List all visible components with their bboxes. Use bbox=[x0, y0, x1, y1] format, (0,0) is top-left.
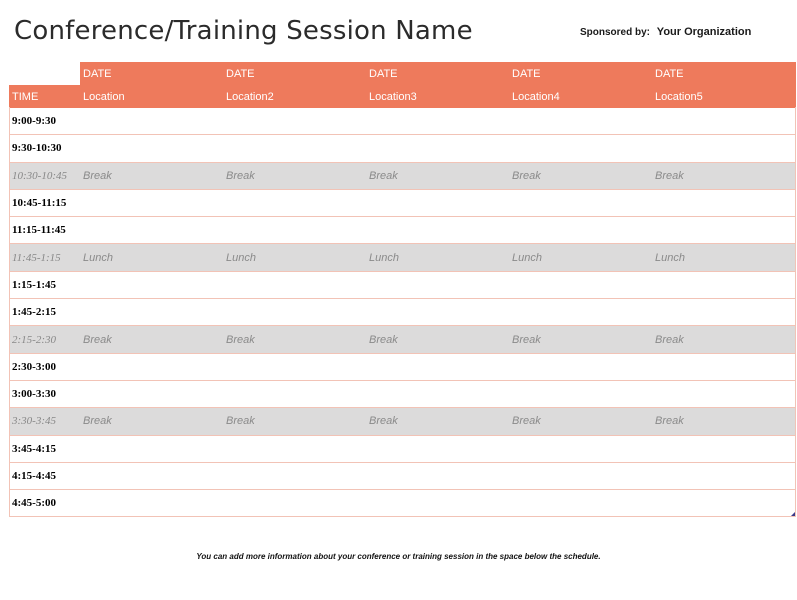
time-slot-cell[interactable]: 4:15-4:45 bbox=[12, 470, 56, 482]
session-cell[interactable] bbox=[652, 108, 796, 134]
session-cell[interactable] bbox=[509, 463, 652, 489]
session-cell[interactable] bbox=[366, 272, 509, 298]
session-cell[interactable] bbox=[223, 463, 366, 489]
session-cell[interactable]: Break bbox=[226, 169, 255, 182]
session-cell[interactable] bbox=[366, 436, 509, 462]
session-cell[interactable] bbox=[223, 436, 366, 462]
table-row bbox=[9, 108, 796, 135]
table-row bbox=[9, 190, 796, 217]
session-cell[interactable] bbox=[366, 135, 509, 161]
break-row bbox=[9, 326, 796, 353]
time-slot-cell[interactable]: 3:30-3:45 bbox=[12, 415, 56, 428]
session-cell[interactable] bbox=[652, 135, 796, 161]
time-slot-cell[interactable]: 3:45-4:15 bbox=[12, 442, 56, 455]
session-cell[interactable] bbox=[223, 354, 366, 380]
session-cell[interactable]: Break bbox=[226, 333, 255, 346]
session-cell[interactable]: Lunch bbox=[512, 251, 542, 264]
session-cell[interactable] bbox=[509, 381, 652, 407]
date-header-5[interactable]: DATE bbox=[652, 62, 796, 85]
location-header-2[interactable]: Location2 bbox=[223, 85, 366, 108]
page-title: Conference/Training Session Name bbox=[14, 16, 473, 46]
session-cell[interactable]: Lunch bbox=[655, 251, 685, 264]
time-header[interactable]: TIME bbox=[9, 85, 80, 108]
location-header-4[interactable]: Location4 bbox=[509, 85, 652, 108]
session-cell[interactable]: Break bbox=[512, 415, 541, 428]
session-cell[interactable] bbox=[366, 354, 509, 380]
session-cell[interactable] bbox=[223, 272, 366, 298]
table-row bbox=[9, 490, 796, 517]
date-header-2[interactable]: DATE bbox=[223, 62, 366, 85]
session-cell[interactable] bbox=[223, 190, 366, 216]
time-slot-cell[interactable]: 10:45-11:15 bbox=[12, 197, 67, 210]
session-cell[interactable] bbox=[80, 354, 223, 380]
session-cell[interactable] bbox=[652, 490, 796, 516]
session-cell[interactable] bbox=[80, 381, 223, 407]
time-slot-cell[interactable]: 10:30-10:45 bbox=[12, 169, 67, 182]
session-cell[interactable] bbox=[652, 381, 796, 407]
session-cell[interactable] bbox=[509, 217, 652, 243]
location-header-1[interactable]: Location bbox=[80, 85, 223, 108]
table-row bbox=[9, 299, 796, 326]
session-cell[interactable] bbox=[80, 436, 223, 462]
session-cell[interactable] bbox=[80, 490, 223, 516]
table-row bbox=[9, 436, 796, 463]
session-cell[interactable] bbox=[366, 299, 509, 325]
session-cell[interactable] bbox=[366, 190, 509, 216]
session-cell[interactable] bbox=[652, 190, 796, 216]
table-row bbox=[9, 135, 796, 162]
table-row bbox=[9, 354, 796, 381]
location-header-row bbox=[9, 85, 796, 108]
session-cell[interactable]: Break bbox=[655, 333, 684, 346]
break-row bbox=[9, 408, 796, 435]
session-cell[interactable] bbox=[652, 217, 796, 243]
session-cell[interactable] bbox=[223, 217, 366, 243]
resize-handle-icon[interactable] bbox=[791, 512, 795, 516]
footnote: You can add more information about your conference or training session in the space below the schedule. bbox=[196, 552, 601, 561]
session-cell[interactable]: Break bbox=[369, 169, 398, 182]
session-cell[interactable] bbox=[652, 463, 796, 489]
session-cell[interactable] bbox=[509, 108, 652, 134]
table-row bbox=[9, 381, 796, 408]
session-cell[interactable]: Break bbox=[512, 169, 541, 182]
date-header-3[interactable]: DATE bbox=[366, 62, 509, 85]
session-cell[interactable]: Lunch bbox=[369, 251, 399, 264]
session-cell[interactable] bbox=[366, 217, 509, 243]
break-row bbox=[9, 244, 796, 271]
session-cell[interactable] bbox=[80, 272, 223, 298]
session-cell[interactable] bbox=[652, 436, 796, 462]
session-cell[interactable]: Break bbox=[226, 415, 255, 428]
session-cell[interactable] bbox=[366, 463, 509, 489]
session-cell[interactable] bbox=[366, 381, 509, 407]
sponsor-line bbox=[580, 26, 751, 38]
session-cell[interactable]: Break bbox=[83, 169, 112, 182]
session-cell[interactable] bbox=[223, 108, 366, 134]
time-slot-cell[interactable]: 2:30-3:00 bbox=[12, 360, 56, 373]
time-slot-cell[interactable]: 1:15-1:45 bbox=[12, 278, 56, 291]
session-cell[interactable] bbox=[509, 272, 652, 298]
time-slot-cell[interactable]: 4:45-5:00 bbox=[12, 497, 56, 510]
date-header-1[interactable]: DATE bbox=[80, 62, 223, 85]
time-slot-cell[interactable]: 2:15-2:30 bbox=[12, 333, 56, 346]
time-slot-cell[interactable]: 9:00-9:30 bbox=[12, 115, 56, 128]
date-header-blank bbox=[9, 62, 80, 85]
session-cell[interactable] bbox=[80, 135, 223, 161]
session-cell[interactable] bbox=[509, 436, 652, 462]
sponsor-organization: Your Organization bbox=[656, 26, 752, 38]
session-cell[interactable]: Break bbox=[83, 415, 112, 428]
session-cell[interactable] bbox=[509, 299, 652, 325]
location-header-3[interactable]: Location3 bbox=[366, 85, 509, 108]
session-cell[interactable] bbox=[509, 490, 652, 516]
table-row bbox=[9, 217, 796, 244]
time-slot-cell[interactable]: 1:45-2:15 bbox=[12, 306, 56, 319]
session-cell[interactable] bbox=[80, 190, 223, 216]
location-header-5[interactable]: Location5 bbox=[652, 85, 796, 108]
session-cell[interactable] bbox=[223, 299, 366, 325]
session-cell[interactable] bbox=[223, 490, 366, 516]
date-header-row bbox=[9, 62, 796, 85]
session-cell[interactable] bbox=[223, 381, 366, 407]
table-row bbox=[9, 463, 796, 490]
schedule-body bbox=[9, 108, 796, 517]
sponsor-label: Sponsored by: bbox=[580, 27, 651, 38]
session-cell[interactable] bbox=[366, 108, 509, 134]
session-cell[interactable] bbox=[509, 354, 652, 380]
session-cell[interactable] bbox=[223, 135, 366, 161]
time-slot-cell[interactable]: 3:00-3:30 bbox=[12, 388, 56, 401]
session-cell[interactable] bbox=[509, 135, 652, 161]
session-cell[interactable]: Break bbox=[655, 169, 684, 182]
session-cell[interactable]: Lunch bbox=[83, 251, 113, 264]
session-cell[interactable] bbox=[509, 190, 652, 216]
session-cell[interactable]: Lunch bbox=[226, 251, 256, 264]
time-slot-cell[interactable]: 11:45-1:15 bbox=[12, 251, 61, 264]
session-cell[interactable]: Break bbox=[83, 333, 112, 346]
session-cell[interactable] bbox=[366, 490, 509, 516]
session-cell[interactable] bbox=[652, 299, 796, 325]
session-cell[interactable] bbox=[80, 299, 223, 325]
session-cell[interactable] bbox=[652, 354, 796, 380]
session-cell[interactable] bbox=[80, 463, 223, 489]
session-cell[interactable]: Break bbox=[512, 333, 541, 346]
date-header-4[interactable]: DATE bbox=[509, 62, 652, 85]
session-cell[interactable] bbox=[80, 108, 223, 134]
table-row bbox=[9, 272, 796, 299]
break-row bbox=[9, 163, 796, 190]
session-cell[interactable] bbox=[80, 217, 223, 243]
time-slot-cell[interactable]: 11:15-11:45 bbox=[12, 224, 66, 237]
schedule-table bbox=[9, 62, 796, 518]
time-slot-cell[interactable]: 9:30-10:30 bbox=[12, 142, 62, 155]
session-cell[interactable] bbox=[652, 272, 796, 298]
session-cell[interactable]: Break bbox=[369, 415, 398, 428]
session-cell[interactable]: Break bbox=[655, 415, 684, 428]
session-cell[interactable]: Break bbox=[369, 333, 398, 346]
